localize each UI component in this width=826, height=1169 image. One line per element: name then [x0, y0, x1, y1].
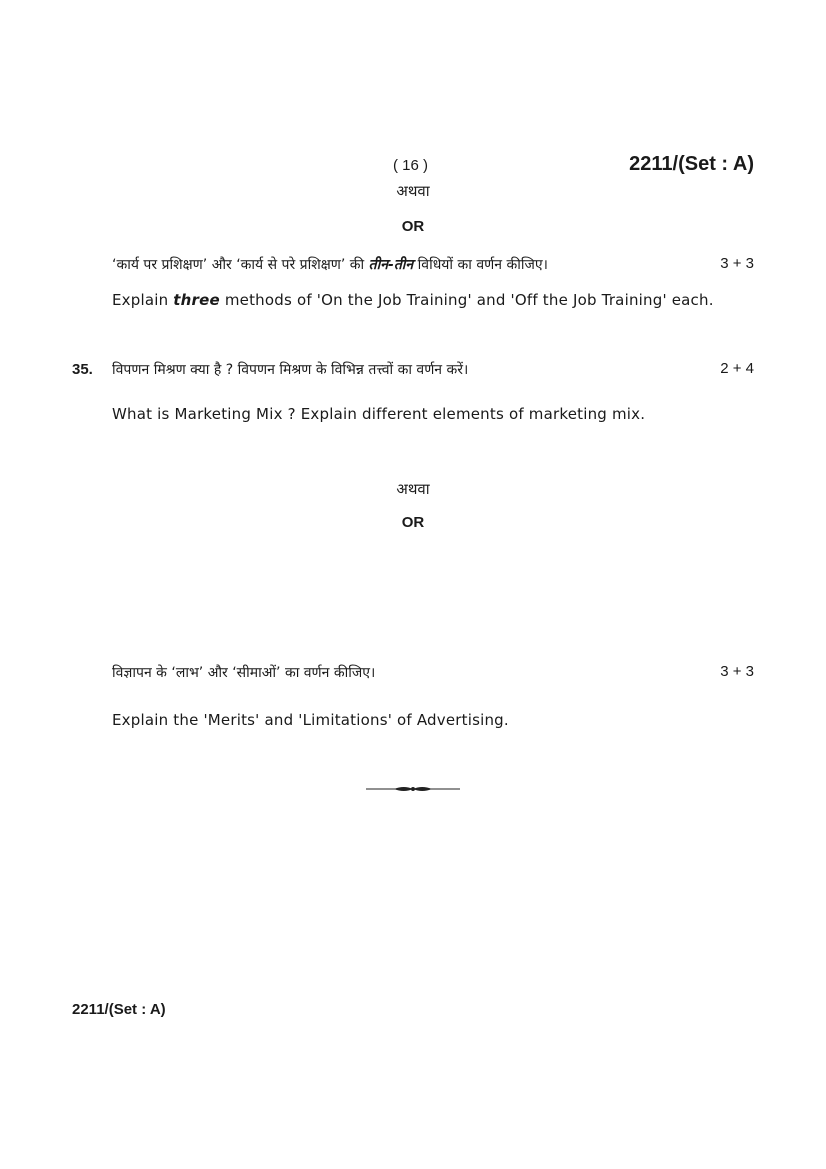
q34-alt-marks: 3 + 3 — [720, 255, 754, 272]
paper-code-header: 2211/(Set : A) — [629, 153, 754, 175]
q35-english: What is Marketing Mix ? Explain different elements of marketing mix. — [112, 405, 646, 423]
page-number: ( 16 ) — [393, 157, 429, 174]
q34-alt-hindi-pre: ‘कार्य पर प्रशिक्षण’ और ‘कार्य से परे प्रशिक्षण’ की — [112, 257, 369, 273]
q35-alt-marks: 3 + 3 — [720, 663, 754, 680]
q34-alt-hindi-emph: तीन-तीन — [368, 257, 414, 273]
or-english-2: OR — [401, 514, 425, 531]
q34-alt-hindi-post: विधियों का वर्णन कीजिए। — [413, 257, 548, 273]
end-ornament-icon — [366, 782, 460, 796]
q35-alt-hindi: विज्ञापन के ‘लाभ’ और ‘सीमाओं’ का वर्णन कीजिए। — [112, 665, 376, 681]
q34-alt-hindi — [112, 255, 548, 274]
q35-marks: 2 + 4 — [720, 360, 754, 377]
or-hindi-1: अथवा — [396, 182, 430, 200]
q35-hindi: विपणन मिश्रण क्या है ? विपणन मिश्रण के विभिन्न तत्त्वों का वर्णन करें। — [112, 362, 469, 378]
paper-code-footer: 2211/(Set : A) — [72, 1001, 166, 1018]
q35-number: 35. — [72, 361, 93, 378]
q34-alt-english-emph: three — [173, 291, 220, 309]
q34-alt-english — [112, 291, 714, 309]
or-hindi-2: अथवा — [396, 480, 430, 498]
q34-alt-english-pre: Explain — [112, 291, 174, 309]
q34-alt-english-post: methods of 'On the Job Training' and 'Off the Job Training' each. — [219, 291, 714, 309]
or-english-1: OR — [401, 218, 425, 235]
q35-alt-english: Explain the 'Merits' and 'Limitations' of Advertising. — [112, 711, 509, 729]
